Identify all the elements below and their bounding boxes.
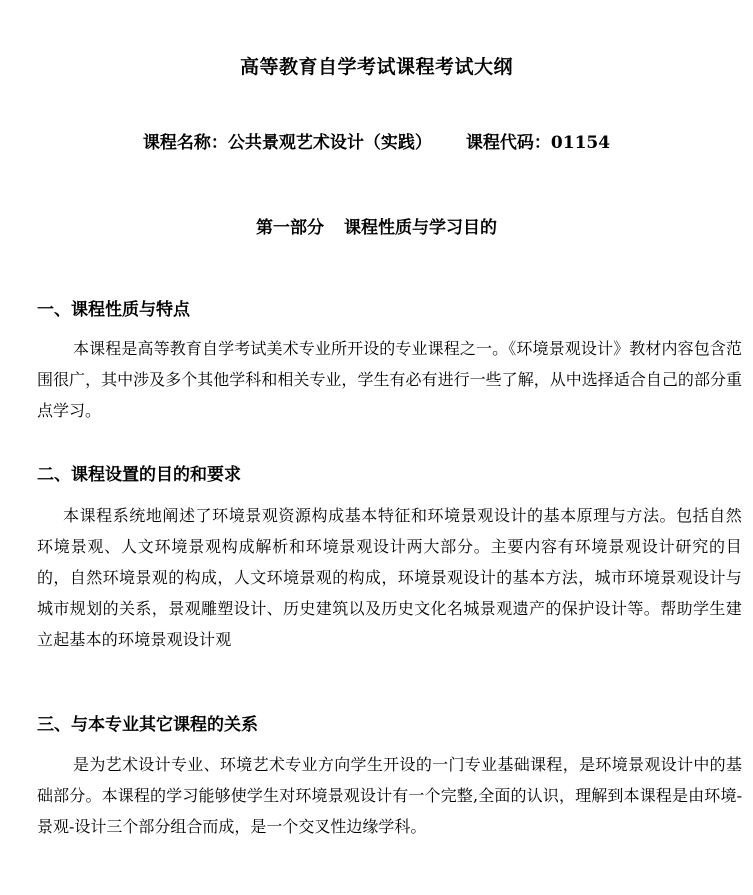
part-title: [0, 213, 753, 238]
part-number: 第一部分: [256, 218, 324, 238]
course-name: 课程名称：公共景观艺术设计（实践）: [142, 133, 432, 153]
section-body-3: 是为艺术设计专业、环境艺术专业方向学生开设的一门专业基础课程，是环境景观设计中的基础部分。本课程的学习能够使学生对环境景观设计有一个完整,全面的认识，理解到本课程是由环境-景观-设计三个部分组合而成，是一个交叉性边缘学科。: [37, 755, 742, 836]
section-heading-2: 二、课程设置的目的和要求: [37, 465, 241, 485]
section-body-1: 本课程是高等教育自学考试美术专业所开设的专业课程之一。《环境景观设计》教材内容包含范围很广，其中涉及多个其他学科和相关专业，学生有必有进行一些了解，从中选择适合自己的部分重点学习。: [37, 339, 742, 420]
part-name: 课程性质与学习目的: [344, 218, 497, 238]
course-info-line: [0, 128, 753, 153]
section-body-2: 本课程系统地阐述了环境景观资源构成基本特征和环境景观设计的基本原理与方法。包括自然环境景观、人文环境景观构成解析和环境景观设计两大部分。主要内容有环境景观设计研究的目的，自然环境景观的构成，人文环境景观的构成，环境景观设计的基本方法，城市环境景观设计与城市规划的关系，景观雕塑设计、历史建筑以及历史文化名城景观遗产的保护设计等。帮助学生建立起基本的环境景观设计观: [37, 506, 742, 649]
section-heading-3: 三、与本专业其它课程的关系: [37, 715, 258, 735]
document-title: 高等教育自学考试课程考试大纲: [239, 56, 513, 78]
course-code: 课程代码：01154: [465, 133, 611, 153]
section-heading-1: 一、课程性质与特点: [37, 300, 190, 320]
